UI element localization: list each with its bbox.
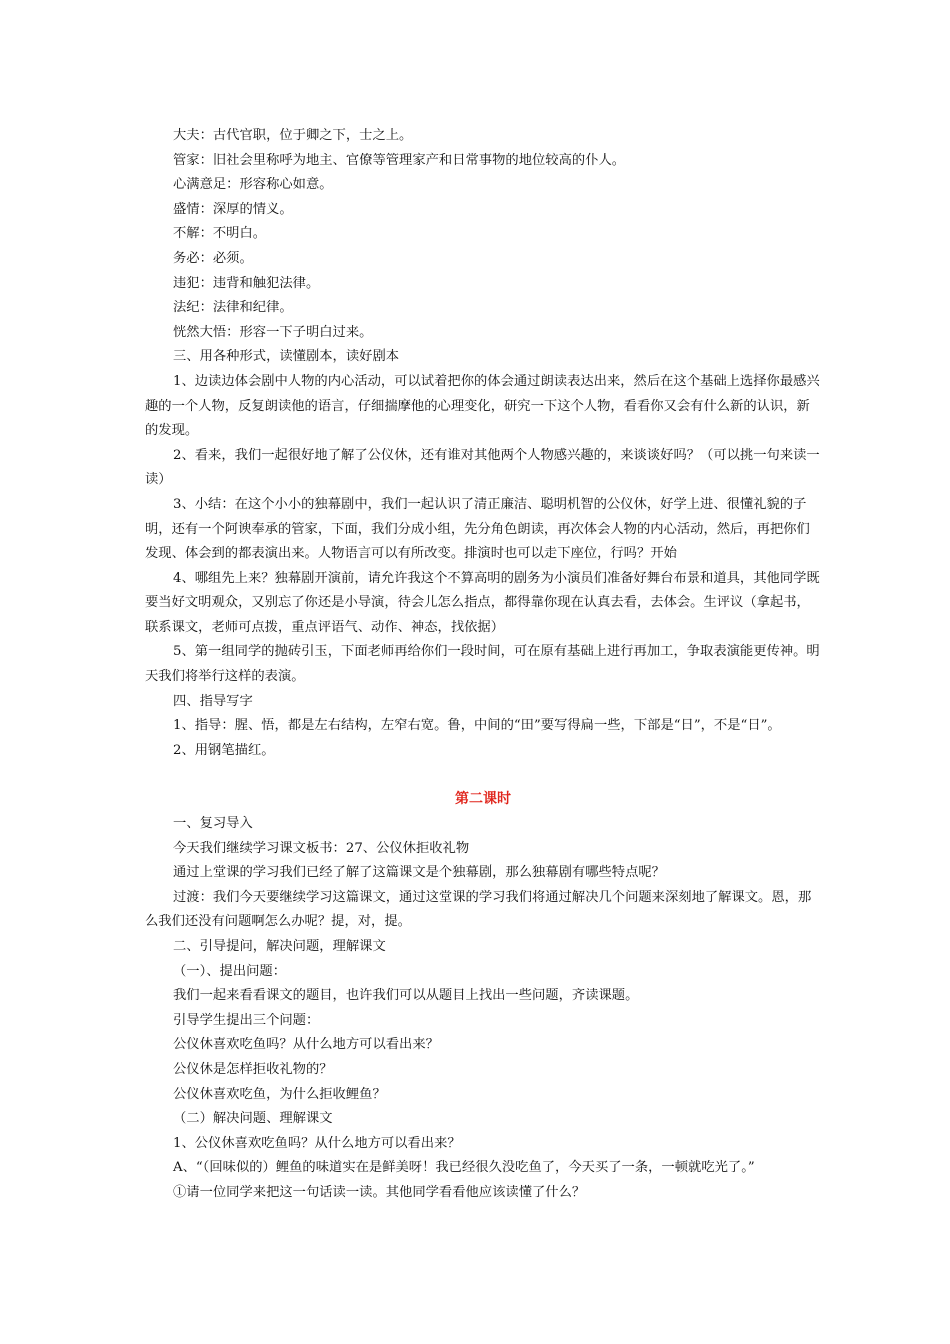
section-vocabulary-and-activities — [145, 124, 821, 763]
document-page — [145, 124, 821, 1206]
paragraph: 不解：不明白。 — [173, 226, 267, 242]
paragraph: 恍然大悟：形容一下子明白过来。 — [173, 324, 373, 340]
paragraph: 四、指导写字 — [173, 693, 253, 709]
paragraph: 过渡：我们今天要继续学习这篇课文，通过这堂课的学习我们将通过解决几个问题来深刻地了解课文。恩，那么我们还没有问题啊怎么办呢？提，对，提。 — [145, 889, 812, 930]
paragraph: 4、哪组先上来？独幕剧开演前，请允许我这个不算高明的剧务为小演员们准备好舞台布景和道具，其他同学既要当好文明观众，又别忘了你还是小导演，待会儿怎么指点，都得靠你现在认真去看，去体会。生评议（拿起书，联系课文，老师可点拨，重点评语气、动作、神态，找依据） — [145, 570, 820, 635]
paragraph: 3、小结：在这个小小的独幕剧中，我们一起认识了清正廉洁、聪明机智的公仪休，好学上进、很懂礼貌的子明，还有一个阿谀奉承的管家，下面，我们分成小组，先分角色朗读，再次体会人物的内心活动，然后，再把你们发现、体会到的都表演出来。人物语言可以有所改变。排演时也可以走下座位，行吗？开始 — [145, 496, 810, 562]
paragraph: 公仪休喜欢吃鱼吗？从什么地方可以看出来？ — [173, 1037, 439, 1053]
paragraph: （一）、提出问题： — [173, 963, 287, 979]
paragraph: 1、指导：腥、悟，都是左右结构，左窄右宽。鲁，中间的“田”要写得扁一些，下部是“日”，不是“日”。 — [173, 718, 781, 734]
paragraph: 盛情：深厚的情义。 — [173, 201, 293, 217]
paragraph: 今天我们继续学习课文板书：27、公仪休拒收礼物 — [173, 840, 470, 856]
paragraph: 公仪休是怎样拒收礼物的？ — [173, 1061, 333, 1077]
paragraph: 违犯：违背和触犯法律。 — [173, 275, 320, 291]
spacer — [145, 763, 821, 787]
paragraph: 公仪休喜欢吃鱼，为什么拒收鲤鱼？ — [173, 1086, 386, 1102]
lesson-heading: 第二课时 — [455, 791, 511, 808]
paragraph: 通过上堂课的学习我们已经了解了这篇课文是个独幕剧，那么独幕剧有哪些特点呢？ — [173, 865, 665, 881]
paragraph: 2、用钢笔描红。 — [173, 742, 275, 758]
paragraph: （二）解决问题、理解课文 — [173, 1111, 333, 1127]
paragraph: 2、看来，我们一起很好地了解了公仪休，还有谁对其他两个人物感兴趣的，来谈谈好吗？（可以挑一句来读一读） — [145, 447, 820, 488]
paragraph: 1、边读边体会剧中人物的内心活动，可以试着把你的体会通过朗读表达出来，然后在这个基础上选择你最感兴趣的一个人物，反复朗读他的语言，仔细揣摩他的心理变化，研究一下这个人物，看看你又会有什么新的认识，新的发现。 — [145, 373, 820, 439]
paragraph: 一、复习导入 — [173, 816, 253, 832]
paragraph: 引导学生提出三个问题： — [173, 1012, 320, 1028]
section-second-lesson — [145, 812, 821, 1206]
paragraph: 法纪：法律和纪律。 — [173, 300, 293, 316]
paragraph: 务必：必须。 — [173, 250, 253, 266]
paragraph: ①请一位同学来把这一句话读一读。其他同学看看他应该读懂了什么？ — [173, 1184, 586, 1200]
paragraph: 管家：旧社会里称呼为地主、官僚等管理家产和日常事物的地位较高的仆人。 — [173, 152, 626, 168]
paragraph: 心满意足：形容称心如意。 — [173, 177, 333, 193]
paragraph: 1、公仪休喜欢吃鱼吗？从什么地方可以看出来？ — [173, 1135, 461, 1151]
paragraph: A、“（回味似的）鲤鱼的味道实在是鲜美呀！我已经很久没吃鱼了，今天买了一条，一顿就吃光了。” — [173, 1160, 755, 1176]
paragraph: 大夫：古代官职，位于卿之下，士之上。 — [173, 128, 413, 143]
paragraph: 二、引导提问，解决问题，理解课文 — [173, 939, 386, 954]
paragraph: 5、第一组同学的抛砖引玉，下面老师再给你们一段时间，可在原有基础上进行再加工，争取表演能更传神。明天我们将举行这样的表演。 — [145, 644, 820, 685]
paragraph: 三、用各种形式，读懂剧本，读好剧本 — [173, 349, 400, 365]
paragraph: 我们一起来看看课文的题目，也许我们可以从题目上找出一些问题，齐读课题。 — [173, 988, 639, 1004]
